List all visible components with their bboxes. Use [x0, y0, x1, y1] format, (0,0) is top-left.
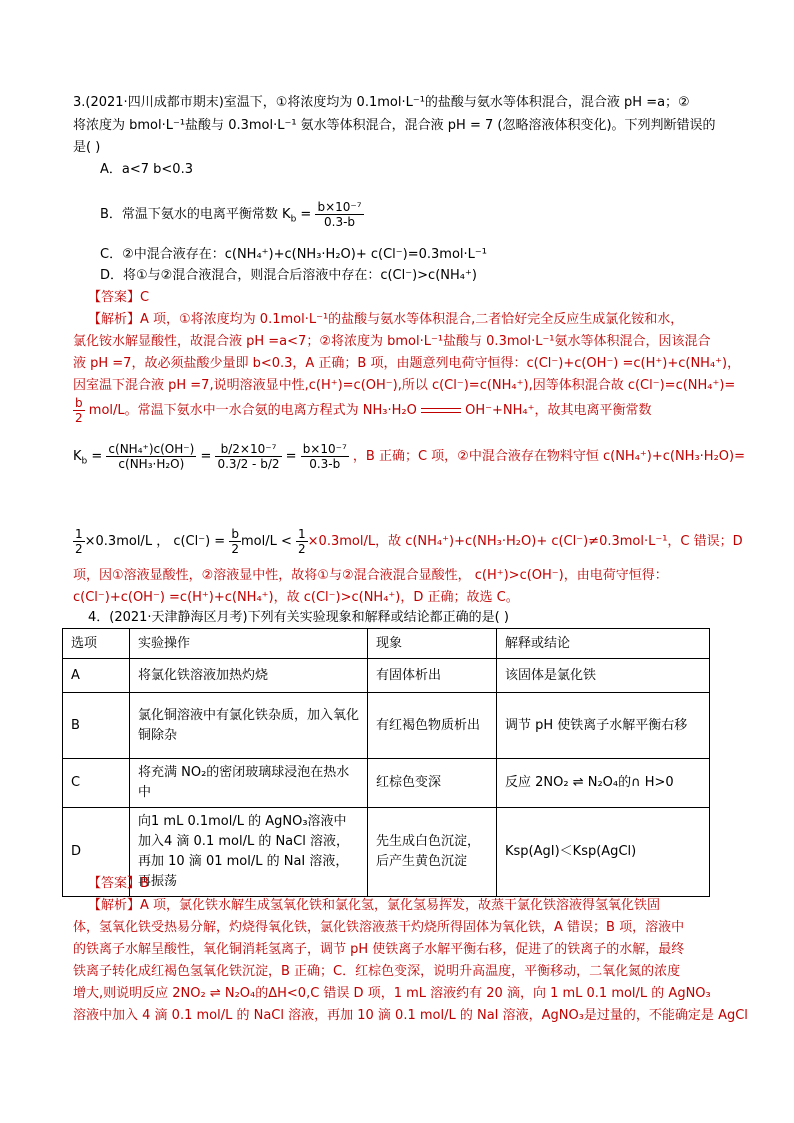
table-row — [63, 693, 710, 759]
q3-stem-line3: 是( ) — [73, 140, 101, 155]
q3-explain-line8: 项，因①溶液显酸性，②溶液显中性，故将①与②混合液混合显酸性， c(H⁺)>c(OH⁻)，由电荷守恒得： — [73, 568, 668, 583]
q3-stem-line1: 3.(2021·四川成都市期末)室温下，①将浓度均为 0.1mol·L⁻¹的盐酸与氨水等体积混合，混合液 pH =a；② — [73, 95, 690, 110]
table-cell: 向1 mL 0.1mol/L 的 AgNO₃溶液中加入4 滴 0.1 mol/L 的 NaCl 溶液，再加 10 滴 01 mol/L 的 NaI 溶液，再振荡 — [130, 808, 368, 897]
table-header: 解释或结论 — [497, 629, 710, 659]
q3-answer: 【答案】C — [88, 290, 150, 305]
table-cell: 调节 pH 使铁离子水解平衡右移 — [497, 693, 710, 759]
table-cell: 将充满 NO₂的密闭玻璃球浸泡在热水中 — [130, 759, 368, 808]
q3-explain-line6: $K_b$ = $\frac{\text{c(NH₄⁺)c(OH⁻)}}{\text{c(NH₃·H₂O)}}$ = $\frac{\text{b/2×10⁻⁷}}{0.3/2 - b/2}$ = $\frac{\text{b×10⁻⁷}}{0.3-b}$ ，B 正确；C 项，②中混合液存在物料守恒 c(NH₄⁺)+c(NH₃·H₂O)= — [73, 442, 745, 471]
q4-explain-line5: 增大,则说明反应 2NO₂ ⇌ N₂O₄的ΔH<0,C 错误 D 项，1 mL 溶液约有 20 滴，向 1 mL 0.1 mol/L 的 AgNO₃ — [73, 986, 711, 1001]
table-header: 现象 — [368, 629, 497, 659]
table-cell: C — [63, 759, 130, 808]
table-cell: 该固体是氯化铁 — [497, 659, 710, 693]
q3-explain-line4: 因室温下混合液 pH =7,说明溶液显中性,c(H⁺)=c(OH⁻),所以 c(Cl⁻)=c(NH₄⁺),因等体积混合故 c(Cl⁻)=c(NH₄⁺)= — [73, 378, 736, 393]
q3-option-c: C．②中混合液存在：c(NH₄⁺)+c(NH₃·H₂O)+ c(Cl⁻)=0.3mol·L⁻¹ — [100, 247, 487, 262]
q4-explain-line4: 铁离子转化成红褐色氢氧化铁沉淀，B 正确；C．红棕色变深，说明升高温度，平衡移动，二氧化氮的浓度 — [73, 964, 681, 979]
q3-option-d: D．将①与②混合液混合，则混合后溶液中存在：c(Cl⁻)>c(NH₄⁺) — [100, 268, 477, 283]
q3-explain-line9: c(Cl⁻)+c(OH⁻) =c(H⁺)+c(NH₄⁺)，故 c(Cl⁻)>c(NH₄⁺)，D 正确；故选 C。 — [73, 590, 519, 605]
q4-explain-line2: 体，氢氧化铁受热易分解，灼烧得氧化铁，氯化铁溶液蒸干灼烧所得固体为氧化铁，A 错误；B 项，溶液中 — [73, 920, 685, 935]
table-cell: 有固体析出 — [368, 659, 497, 693]
q3-explain-line5: $\frac{b}{2}$ mol/L。常温下氨水中一水合氨的电离方程式为 NH₃·H₂O OH⁻+NH₄⁺，故其电离平衡常数 — [75, 396, 652, 425]
q3-option-b: B．常温下氨水的电离平衡常数 $K_b$ = $\frac{\text{b×10⁻⁷}}{0.3-b}$ — [100, 200, 362, 229]
q4-explain-line1: 【解析】A 项，氯化铁水解生成氢氧化铁和氯化氢，氯化氢易挥发，故蒸干氯化铁溶液得氢氧化铁固 — [88, 898, 661, 913]
table-cell: 先生成白色沉淀，后产生黄色沉淀 — [368, 808, 497, 897]
table-header: 选项 — [63, 629, 130, 659]
q3-explain-line7: $\frac{1}{2}$ ×0.3mol/L ， c(Cl⁻) = $\frac{b}{2}$ mol/L < $\frac{1}{2}$ ×0.3mol/L，故 c(NH₄⁺)+c(NH₃·H₂O)+ c(Cl⁻)≠0.3mol·L⁻¹，C 错误；D — [75, 527, 743, 556]
table-row — [63, 808, 710, 897]
table-row — [63, 759, 710, 808]
q3-explain-line3: 液 pH =7，故必须盐酸少量即 b<0.3，A 正确；B 项，由题意列电荷守恒得：c(Cl⁻)+c(OH⁻) =c(H⁺)+c(NH₄⁺)， — [73, 356, 741, 371]
table-cell: 将氯化铁溶液加热灼烧 — [130, 659, 368, 693]
table-row — [63, 659, 710, 693]
table-header: 实验操作 — [130, 629, 368, 659]
q4-answer: 【答案】B — [88, 876, 149, 891]
equilibrium-arrow-icon — [421, 406, 461, 416]
q3-explain-line1: 【解析】A 项，①将浓度均为 0.1mol·L⁻¹的盐酸与氨水等体积混合,二者恰好完全反应生成氯化铵和水， — [88, 312, 684, 327]
table-cell: 氯化铜溶液中有氯化铁杂质，加入氧化铜除杂 — [130, 693, 368, 759]
table-cell: 红棕色变深 — [368, 759, 497, 808]
table-cell: 有红褐色物质析出 — [368, 693, 497, 759]
table-header-row — [63, 629, 710, 659]
table-cell: B — [63, 693, 130, 759]
q4-table — [62, 628, 710, 897]
q3-option-a: A．a<7 b<0.3 — [100, 162, 193, 177]
q3-option-b-fraction: $\frac{\text{b×10⁻⁷}}{0.3-b}$ — [317, 200, 362, 229]
table-cell: Ksp(AgI)＜Ksp(AgCl) — [497, 808, 710, 897]
table-cell: D — [63, 808, 130, 897]
q4-explain-line6: 溶液中加入 4 滴 0.1 mol/L 的 NaCl 溶液，再加 10 滴 0.1 mol/L 的 NaI 溶液，AgNO₃是过量的，不能确定是 AgCl — [73, 1008, 748, 1023]
q3-stem-line2: 将浓度为 bmol·L⁻¹盐酸与 0.3mol·L⁻¹ 氨水等体积混合，混合液 pH = 7 (忽略溶液体积变化)。下列判断错误的 — [73, 118, 716, 133]
q4-explain-line3: 的铁离子水解呈酸性，氧化铜消耗氢离子，调节 pH 使铁离子水解平衡右移，促进了的铁离子的水解，最终 — [73, 942, 685, 957]
table-cell: A — [63, 659, 130, 693]
table-cell: 反应 2NO₂ ⇌ N₂O₄的∩ H>0 — [497, 759, 710, 808]
q3-explain-line2: 氯化铵水解显酸性，故混合液 pH =a<7；②将浓度为 bmol·L⁻¹盐酸与 0.3mol·L⁻¹氨水等体积混合，因该混合 — [73, 334, 711, 349]
q4-stem: 4．(2021·天津静海区月考)下列有关实验现象和解释或结论都正确的是( ) — [88, 610, 509, 625]
